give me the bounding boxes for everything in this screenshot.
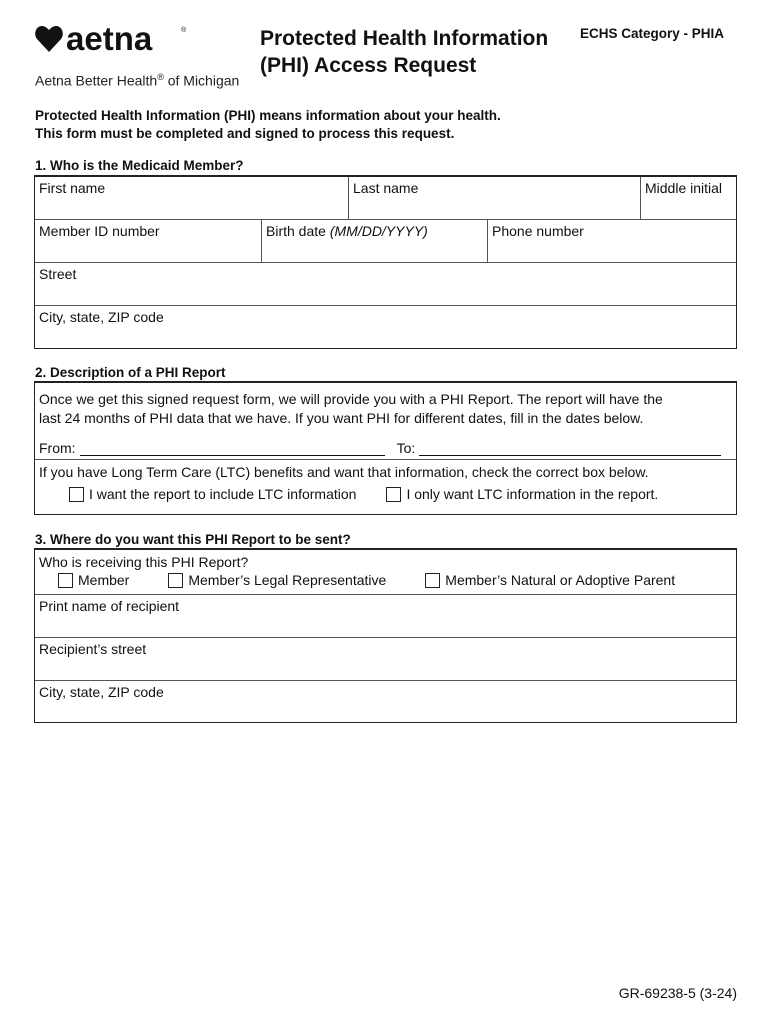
last-name-label: Last name (353, 180, 419, 196)
recipient-name-field[interactable] (35, 595, 736, 637)
ltc-instructions: If you have Long Term Care (LTC) benefits and want that information, check the correct box below. (39, 464, 649, 480)
member-option-label: Member (78, 572, 130, 588)
who-receiving-label: Who is receiving this PHI Report? (39, 554, 249, 570)
middle-initial-label: Middle initial (645, 180, 723, 196)
recipient-city-label: City, state, ZIP code (39, 684, 164, 700)
sub-brand-suffix: of Michigan (163, 72, 240, 89)
recipient-city-row (35, 681, 736, 722)
only-ltc-label: I only want LTC information in the report. (406, 486, 659, 502)
street-row (35, 263, 736, 306)
recipient-box (34, 548, 737, 723)
phi-description-line1: Once we get this signed request form, we will provide you with a PHI Report. The report will have the (39, 391, 663, 407)
recipient-options (39, 570, 732, 588)
member-id-label: Member ID number (39, 223, 160, 239)
city-state-zip-label: City, state, ZIP code (39, 309, 164, 325)
sub-brand (35, 72, 239, 89)
intro-text (35, 107, 501, 142)
sub-brand-registered-mark: ® (157, 72, 164, 82)
recipient-name-label: Print name of recipient (39, 598, 180, 614)
recipient-street-label: Recipient’s street (39, 641, 147, 657)
phi-report-box (34, 381, 737, 515)
section2-heading: 2. Description of a PHI Report (35, 365, 226, 380)
intro-line2: This form must be completed and signed to process this request. (35, 125, 455, 141)
include-ltc-label: I want the report to include LTC information (89, 486, 357, 502)
street-label: Street (39, 266, 77, 282)
ltc-options-row (35, 480, 736, 502)
recipient-city-field[interactable] (35, 681, 736, 722)
first-name-field[interactable] (35, 177, 349, 219)
parent-option-label: Member’s Natural or Adoptive Parent (445, 572, 676, 588)
last-name-field[interactable] (349, 177, 641, 219)
phone-label: Phone number (492, 223, 584, 239)
sub-brand-name: Aetna Better Health (35, 72, 158, 89)
birth-date-label: Birth date (266, 223, 330, 239)
member-id-field[interactable] (35, 220, 262, 262)
recipient-name-row (35, 595, 736, 638)
intro-line1: Protected Health Information (PHI) means information about your health. (35, 108, 501, 123)
section3-heading: 3. Where do you want this PHI Report to be sent? (35, 532, 351, 547)
phone-field[interactable] (488, 220, 736, 262)
date-range-row (35, 428, 736, 456)
to-label: To: (396, 440, 416, 456)
city-state-zip-field[interactable] (35, 306, 736, 348)
member-checkbox[interactable] (58, 573, 73, 588)
phi-description-line2: last 24 months of PHI data that we have. If you want PHI for different dates, fill in the dates below. (39, 410, 644, 426)
from-label: From: (39, 440, 76, 456)
section1-heading: 1. Who is the Medicaid Member? (35, 158, 244, 173)
city-row (35, 306, 736, 348)
birth-date-format: (MM/DD/YYYY) (329, 223, 428, 239)
to-date-input[interactable] (419, 440, 721, 456)
logo-registered-mark: ® (181, 27, 187, 34)
form-title-line2: (PHI) Access Request (260, 54, 477, 77)
include-ltc-checkbox[interactable] (69, 487, 84, 502)
birth-date-field[interactable] (262, 220, 488, 262)
legal-representative-checkbox[interactable] (168, 573, 183, 588)
phi-report-description (35, 383, 736, 428)
middle-initial-field[interactable] (641, 177, 736, 219)
name-row (35, 177, 736, 220)
parent-checkbox[interactable] (425, 573, 440, 588)
recipient-type-row (35, 550, 736, 595)
street-field[interactable] (35, 263, 736, 305)
logo-wordmark: aetna (66, 20, 153, 57)
from-date-input[interactable] (80, 440, 385, 456)
aetna-heart-logo-icon (35, 20, 190, 60)
form-title-line1: Protected Health Information (260, 27, 549, 50)
id-row (35, 220, 736, 263)
member-info-box (34, 175, 737, 349)
recipient-street-field[interactable] (35, 638, 736, 680)
category-label: ECHS Category - PHIA (580, 26, 725, 41)
recipient-street-row (35, 638, 736, 681)
only-ltc-checkbox[interactable] (386, 487, 401, 502)
form-code: GR-69238-5 (3-24) (618, 985, 737, 1001)
form-title (260, 25, 590, 79)
legal-representative-label: Member’s Legal Representative (188, 572, 387, 588)
first-name-label: First name (39, 180, 106, 196)
aetna-logo (35, 20, 190, 60)
